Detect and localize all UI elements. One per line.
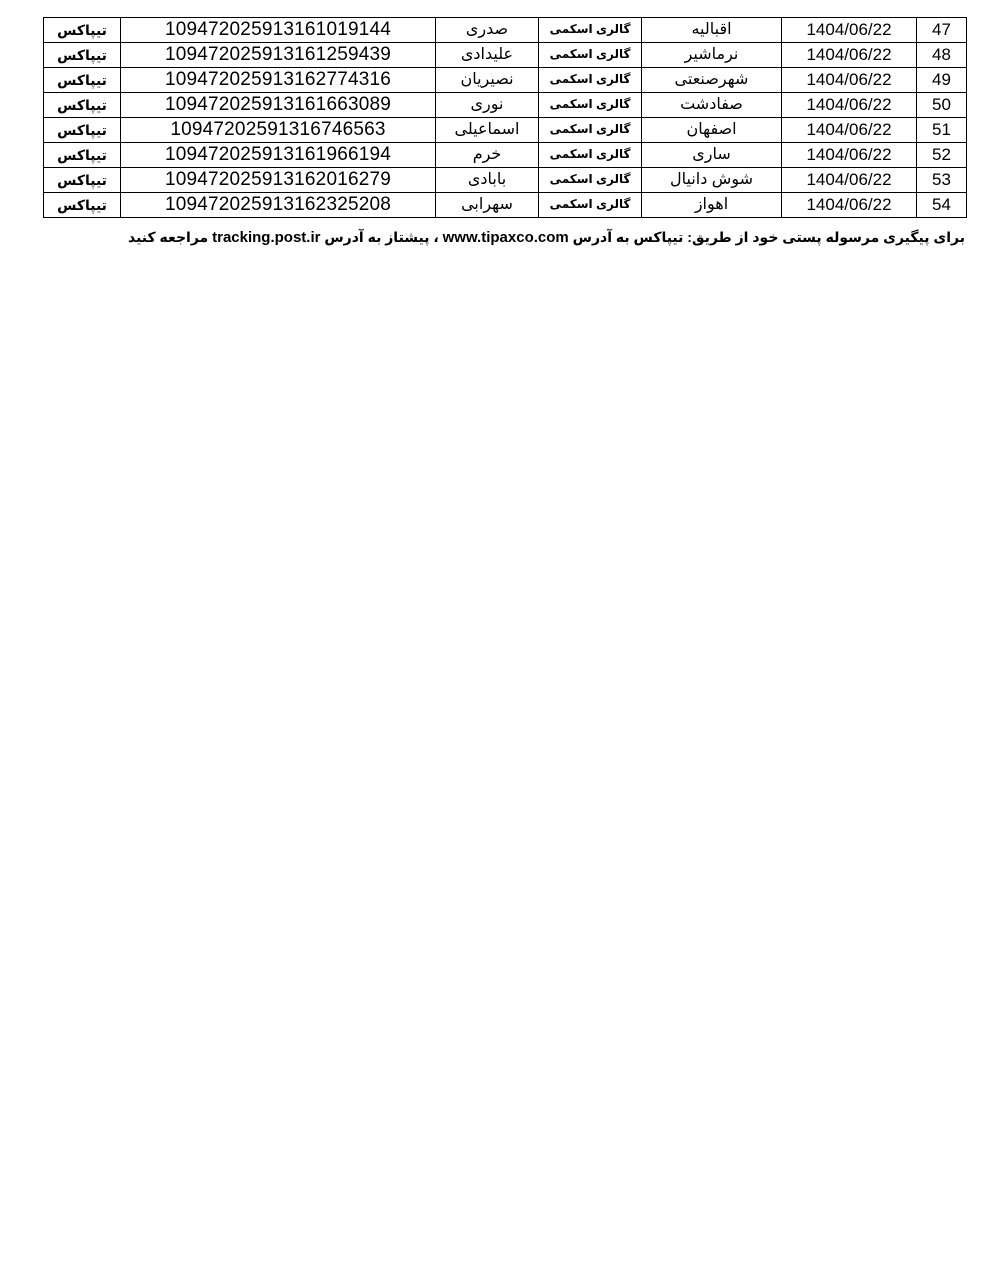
city-cell: اصفهان	[642, 118, 782, 143]
carrier-cell: تیپاکس	[44, 193, 121, 218]
date-cell: 1404/06/22	[782, 93, 917, 118]
recipient-name-cell: نصیریان	[436, 68, 539, 93]
carrier-cell: تیپاکس	[44, 68, 121, 93]
row-number-cell: 48	[917, 43, 967, 68]
recipient-name-cell: نوری	[436, 93, 539, 118]
shipment-table-sheet	[43, 17, 951, 218]
tracking-instructions	[40, 229, 965, 246]
tracking-instructions-middle: ، پیشتاز به آدرس	[324, 229, 439, 245]
row-number-cell: 52	[917, 143, 967, 168]
sender-cell: گالری اسکمی	[539, 18, 642, 43]
city-cell: شوش دانیال	[642, 168, 782, 193]
date-cell: 1404/06/22	[782, 168, 917, 193]
sender-cell: گالری اسکمی	[539, 93, 642, 118]
table-row	[44, 118, 967, 143]
city-cell: اقبالیه	[642, 18, 782, 43]
carrier-cell: تیپاکس	[44, 43, 121, 68]
recipient-name-cell: علیدادی	[436, 43, 539, 68]
recipient-name-cell: سهرابی	[436, 193, 539, 218]
date-cell: 1404/06/22	[782, 68, 917, 93]
sender-cell: گالری اسکمی	[539, 68, 642, 93]
table-row	[44, 193, 967, 218]
table-row	[44, 143, 967, 168]
recipient-name-cell: بابادی	[436, 168, 539, 193]
city-cell: شهرصنعتی	[642, 68, 782, 93]
tracking-instructions-outro: مراجعه کنید	[128, 229, 209, 245]
tracking-number-cell: 109472025913161663089	[121, 93, 436, 118]
sender-cell: گالری اسکمی	[539, 143, 642, 168]
row-number-cell: 47	[917, 18, 967, 43]
carrier-cell: تیپاکس	[44, 168, 121, 193]
table-row	[44, 168, 967, 193]
date-cell: 1404/06/22	[782, 118, 917, 143]
row-number-cell: 49	[917, 68, 967, 93]
recipient-name-cell: خرم	[436, 143, 539, 168]
row-number-cell: 51	[917, 118, 967, 143]
row-number-cell: 50	[917, 93, 967, 118]
shipment-table	[43, 17, 967, 218]
date-cell: 1404/06/22	[782, 43, 917, 68]
recipient-name-cell: صدری	[436, 18, 539, 43]
carrier-cell: تیپاکس	[44, 93, 121, 118]
tracking-instructions-intro: برای پیگیری مرسوله پستی خود از طریق: تیپاکس به آدرس	[572, 229, 965, 245]
city-cell: ساری	[642, 143, 782, 168]
tracking-number-cell: 109472025913162016279	[121, 168, 436, 193]
carrier-cell: تیپاکس	[44, 118, 121, 143]
table-row	[44, 18, 967, 43]
shipment-table-body	[44, 18, 967, 218]
date-cell: 1404/06/22	[782, 18, 917, 43]
post-tracking-link[interactable]: tracking.post.ir	[212, 229, 321, 246]
carrier-cell: تیپاکس	[44, 18, 121, 43]
date-cell: 1404/06/22	[782, 143, 917, 168]
sender-cell: گالری اسکمی	[539, 43, 642, 68]
sender-cell: گالری اسکمی	[539, 193, 642, 218]
tracking-number-cell: 109472025913161259439	[121, 43, 436, 68]
city-cell: اهواز	[642, 193, 782, 218]
table-row	[44, 68, 967, 93]
tracking-number-cell: 109472025913162325208	[121, 193, 436, 218]
tracking-number-cell: 109472025913162774316	[121, 68, 436, 93]
date-cell: 1404/06/22	[782, 193, 917, 218]
carrier-cell: تیپاکس	[44, 143, 121, 168]
sender-cell: گالری اسکمی	[539, 118, 642, 143]
table-row	[44, 43, 967, 68]
row-number-cell: 53	[917, 168, 967, 193]
recipient-name-cell: اسماعیلی	[436, 118, 539, 143]
tracking-number-cell: 10947202591316746563	[121, 118, 436, 143]
tipax-website-link[interactable]: www.tipaxco.com	[442, 229, 569, 246]
row-number-cell: 54	[917, 193, 967, 218]
tracking-number-cell: 10947202591316101914​4	[121, 18, 436, 43]
city-cell: نرماشیر	[642, 43, 782, 68]
city-cell: صفادشت	[642, 93, 782, 118]
table-row	[44, 93, 967, 118]
tracking-number-cell: 109472025913161966194	[121, 143, 436, 168]
sender-cell: گالری اسکمی	[539, 168, 642, 193]
